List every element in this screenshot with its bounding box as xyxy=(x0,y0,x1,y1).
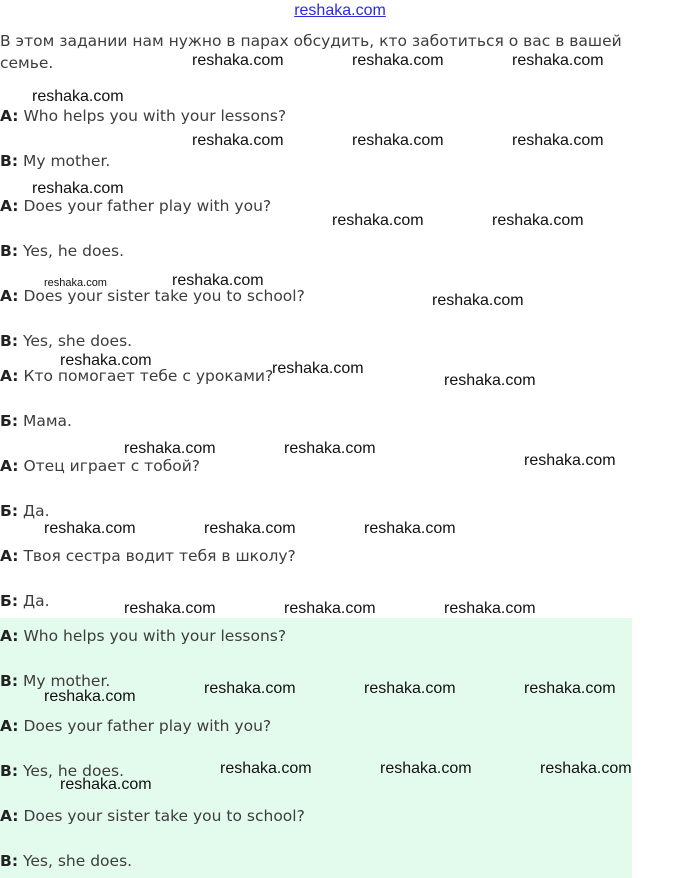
watermark: reshaka.com xyxy=(444,600,536,617)
dialogue-line: A: Твоя сестра водит тебя в школу? xyxy=(0,547,296,565)
dialogue-line: B: Yes, she does. xyxy=(0,332,133,350)
watermark: reshaka.com xyxy=(284,600,376,617)
line-text: Who helps you with your lessons? xyxy=(23,627,287,645)
dialogue-line: A: Does your father play with you? xyxy=(0,717,272,735)
dialogue-line: B: Yes, he does. xyxy=(0,242,124,260)
watermark: reshaka.com xyxy=(32,88,124,105)
line-text: Твоя сестра водит тебя в школу? xyxy=(23,547,296,565)
line-text: Yes, he does. xyxy=(22,242,124,260)
speaker-label: B xyxy=(0,152,12,170)
watermark: reshaka.com xyxy=(60,352,152,369)
highlighted-answer-block xyxy=(0,618,632,878)
speaker-label: B xyxy=(0,242,12,260)
watermark: reshaka.com xyxy=(32,180,124,197)
watermark: reshaka.com xyxy=(492,212,584,229)
watermark: reshaka.com xyxy=(124,600,216,617)
dialogue-line: Б: Да. xyxy=(0,502,50,520)
speaker-label: A xyxy=(0,107,13,125)
dialogue-line: A: Does your sister take you to school? xyxy=(0,287,305,305)
watermark: reshaka.com xyxy=(284,440,376,457)
watermark: reshaka.com xyxy=(172,272,264,289)
watermark: reshaka.com xyxy=(524,452,616,469)
dialogue-line: B: My mother. xyxy=(0,672,111,690)
watermark: reshaka.com xyxy=(512,52,604,69)
line-text: Who helps you with your lessons? xyxy=(23,107,287,125)
line-text: Мама. xyxy=(22,412,72,430)
dialogue-line: A: Отец играет с тобой? xyxy=(0,457,201,475)
task-intro: В этом задании нам нужно в парах обсудить, кто заботиться о вас в вашей семье. xyxy=(0,32,622,72)
watermark: reshaka.com xyxy=(220,760,312,777)
dialogue-line: Б: Да. xyxy=(0,592,50,610)
line-text: Yes, she does. xyxy=(22,332,133,350)
dialogue-line: B: Yes, she does. xyxy=(0,852,133,870)
speaker-label: B xyxy=(0,332,12,350)
speaker-label: A xyxy=(0,197,13,215)
line-text: Does your father play with you? xyxy=(23,197,272,215)
watermark: reshaka.com xyxy=(272,360,364,377)
watermark: reshaka.com xyxy=(432,292,524,309)
dialogue-line: Б: Мама. xyxy=(0,412,72,430)
speaker-label: A xyxy=(0,287,13,305)
speaker-label: A xyxy=(0,547,13,565)
site-link[interactable]: reshaka.com xyxy=(294,2,386,19)
watermark: reshaka.com xyxy=(352,132,444,149)
speaker-label: B xyxy=(0,672,12,690)
dialogue-line: A: Who helps you with your lessons? xyxy=(0,627,287,645)
line-text: Кто помогает тебе с уроками? xyxy=(23,367,274,385)
watermark: reshaka.com xyxy=(44,688,136,705)
line-text: Does your sister take you to school? xyxy=(23,807,305,825)
watermark: reshaka.com xyxy=(352,52,444,69)
line-text: Does your father play with you? xyxy=(23,717,272,735)
speaker-label: B xyxy=(0,762,12,780)
line-text: Отец играет с тобой? xyxy=(23,457,201,475)
watermark: reshaka.com xyxy=(44,277,107,289)
dialogue-line: A: Does your father play with you? xyxy=(0,197,272,215)
watermark: reshaka.com xyxy=(512,132,604,149)
line-text: Yes, he does. xyxy=(22,762,124,780)
watermark: reshaka.com xyxy=(364,680,456,697)
speaker-label: B xyxy=(0,852,12,870)
watermark: reshaka.com xyxy=(540,760,632,777)
dialogue-line: B: Yes, he does. xyxy=(0,762,124,780)
speaker-label: A xyxy=(0,457,13,475)
watermark: reshaka.com xyxy=(124,440,216,457)
line-text: Да. xyxy=(22,592,50,610)
dialogue-line: A: Who helps you with your lessons? xyxy=(0,107,287,125)
dialogue-line: B: My mother. xyxy=(0,152,111,170)
speaker-label: Б xyxy=(0,412,12,430)
speaker-label: A xyxy=(0,807,13,825)
line-text: Да. xyxy=(22,502,50,520)
watermark: reshaka.com xyxy=(192,132,284,149)
watermark: reshaka.com xyxy=(192,52,284,69)
watermark: reshaka.com xyxy=(380,760,472,777)
dialogue-line: A: Кто помогает тебе с уроками? xyxy=(0,367,274,385)
watermark: reshaka.com xyxy=(44,520,136,537)
watermark: reshaka.com xyxy=(524,680,616,697)
watermark: reshaka.com xyxy=(364,520,456,537)
speaker-label: A xyxy=(0,717,13,735)
line-text: Does your sister take you to school? xyxy=(23,287,305,305)
watermark: reshaka.com xyxy=(60,776,152,793)
speaker-label: Б xyxy=(0,502,12,520)
line-text: My mother. xyxy=(22,152,111,170)
line-text: Yes, she does. xyxy=(22,852,133,870)
dialogue-line: A: Does your sister take you to school? xyxy=(0,807,305,825)
speaker-label: Б xyxy=(0,592,12,610)
speaker-label: A xyxy=(0,367,13,385)
watermark: reshaka.com xyxy=(204,520,296,537)
watermark: reshaka.com xyxy=(332,212,424,229)
line-text: My mother. xyxy=(22,672,111,690)
watermark: reshaka.com xyxy=(204,680,296,697)
speaker-label: A xyxy=(0,627,13,645)
watermark: reshaka.com xyxy=(444,372,536,389)
